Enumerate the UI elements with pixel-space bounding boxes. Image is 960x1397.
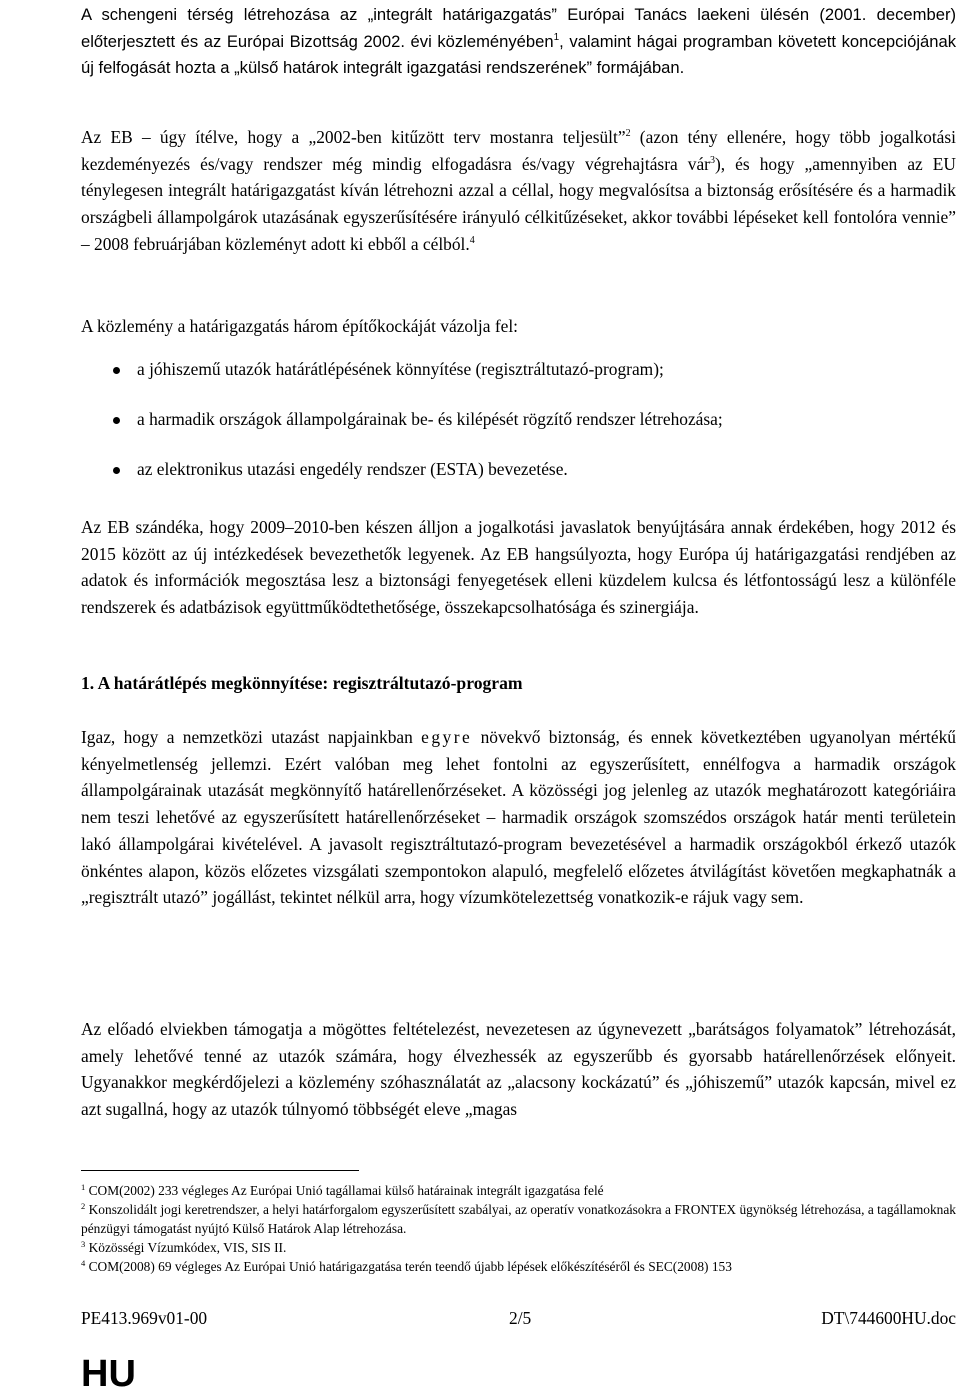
- footnote-number: 3: [81, 1239, 86, 1249]
- list-item-text: a jóhiszemű utazók határátlépésének könnyítése (regisztráltutazó-program);: [137, 359, 664, 379]
- footnote-number: 2: [81, 1201, 86, 1211]
- document-reference: PE413.969v01-00: [81, 1308, 208, 1328]
- footnote-text: COM(2002) 233 végleges Az Európai Unió tagállamai külső határainak integrált igazgatása felé: [88, 1183, 604, 1198]
- footnote: [81, 1200, 956, 1238]
- language-code: HU: [81, 1353, 136, 1395]
- page-number: 2/5: [509, 1308, 532, 1328]
- paragraph-building-blocks: A közlemény a határigazgatás három építőkockáját vázolja fel:: [81, 316, 518, 336]
- paragraph-intro: [81, 2, 956, 82]
- paragraph-travel-security: [81, 724, 956, 911]
- footnote: [81, 1181, 956, 1200]
- paragraph-travel-text-a: Igaz, hogy a nemzetközi utazást napjainkban: [81, 727, 422, 747]
- footnote-ref-1: 1: [553, 31, 560, 43]
- paragraph-intro-text-a: A schengeni térség létrehozása az „integrált határigazgatás” Európai Tanács laekeni ülésén (2001. december) előterjesztett és az Európai Bizottság 2002. évi közleményében: [81, 5, 956, 51]
- bullet-icon: [113, 417, 120, 424]
- section-heading: 1. A határátlépés megkönnyítése: regisztráltutazó-program: [81, 673, 523, 693]
- paragraph-eb-text-b: (azon tény ellenére, hogy több jogalkotási kezdeményezés és/vagy rendszer még mindig elfogadásra és/vagy végrehajtásra vár: [81, 127, 956, 174]
- paragraph-eb-intent: Az EB szándéka, hogy 2009–2010-ben készen álljon a jogalkotási javaslatok benyújtására annak érdekében, hogy 2012 és 2015 között az új intézkedések bevezethetők legyenek. Az EB hangsúlyozta, hogy Európa új határigazgatási rendjében az adatok és információk megosztása lesz a biztonsági fenyegetések elleni küzdelem kulcsa és létfontosságú lesz a különféle rendszerek és adatbázisok együttműködtethetősége, összekapcsolhatósága és szinergiája.: [81, 517, 956, 618]
- footnote-ref-3: 3: [709, 154, 715, 166]
- paragraph-travel-spaced-word: egyre: [421, 727, 473, 747]
- footnotes: [81, 1181, 956, 1276]
- list-item: [81, 356, 956, 406]
- footnote-text: Közösségi Vízumkódex, VIS, SIS II.: [88, 1240, 287, 1255]
- paragraph-eb-text-a: Az EB – úgy ítélve, hogy a „2002-ben kitűzött terv mostanra teljesült”: [81, 127, 626, 147]
- page-footer: [81, 1305, 956, 1331]
- paragraph-rapporteur: Az előadó elviekben támogatja a mögöttes feltételezést, nevezetesen az úgynevezett „barátságos folyamatok” létrehozását, amely lehetővé tenné az utazók számára, hogy élvezhessék az egyszerűbb és gyorsabb határellenőrzések előnyeit. Ugyanakkor megkérdőjelezi a közlemény szóhasználatát az „alacsony kockázatú” és „jóhiszemű” utazók kapcsán, mivel ez azt sugallná, hogy az utazók túlnyomó többségét eleve „magas: [81, 1019, 956, 1120]
- paragraph-eb-assessment: [81, 124, 956, 258]
- list-item: [81, 406, 956, 456]
- footnote-text: COM(2008) 69 végleges Az Európai Unió határigazgatása terén teendő újabb lépések előkészítéséről és SEC(2008) 153: [88, 1259, 732, 1274]
- footnote-ref-2: 2: [625, 128, 631, 139]
- footnote-ref-4: 4: [469, 234, 475, 246]
- paragraph-intro-text-b: , valamint hágai programban követett koncepciójának új felfogását hozta a „külső határok integrált igazgatási rendszerének” formájában.: [81, 31, 956, 78]
- footnote: [81, 1257, 956, 1276]
- paragraph-eb-text-c: ), és hogy „amennyiben az EU ténylegesen integrált határigazgatást kíván létrehozni azzal a céllal, hogy megvalósítsa a biztonság erősítésére és a harmadik országbeli állampolgárok utazásának egyszerűsítésére irányuló célkitűzéseket, akkor további lépéseket kell fontolóra vennie” – 2008 februárjában közleményt adott ki ebből a célból.: [81, 153, 956, 254]
- file-name: DT\744600HU.doc: [821, 1308, 956, 1328]
- bullet-icon: [113, 367, 120, 374]
- bullet-icon: [113, 467, 120, 474]
- list-item: [81, 456, 956, 506]
- footnote-number: 1: [81, 1182, 86, 1192]
- list-item-text: a harmadik országok állampolgárainak be- és kilépését rögzítő rendszer létrehozása;: [137, 409, 723, 429]
- footnote-number: 4: [81, 1258, 86, 1268]
- footnote-text: Konszolidált jogi keretrendszer, a helyi határforgalom egyszerűsített szabályai, az operatív vonatkozásokra a FRONTEX ügynökség létrehozása, a tagállamoknak pénzügyi támogatást nyújtó Külső Határok Alap létrehozása.: [81, 1202, 956, 1236]
- footnote: [81, 1238, 956, 1257]
- list-item-text: az elektronikus utazási engedély rendszer (ESTA) bevezetése.: [137, 459, 568, 479]
- footnote-divider: [81, 1170, 359, 1171]
- paragraph-travel-text-b: növekvő biztonság, és ennek következtében ugyanolyan mértékű kényelmetlenség jellemzi. Ezért valóban meg lehet fontolni az egyszerűsített, ennélfogva a harmadik országok állampolgárainak utazását megkönnyítő határellenőrzéseket. A közösségi jog jelenleg az utazók meghatározott kategóriáira nem teszi lehetővé az egyszerűsített határellenőrzéseket – harmadik országok szomszédos országok határ menti területein lakó állampolgárai kivételével. A javasolt regisztráltutazó-program bevezetésével a harmadik országokból érkező utazók önkéntes alapon, közös előzetes vizsgálati szempontokon alapuló, megfelelő előzetes átvilágítást követően megkaphatnák a „regisztrált utazó” jogállást, tekintet nélkül arra, hogy vízumkötelezettség vonatkozik-e rájuk vagy sem.: [81, 727, 956, 908]
- building-blocks-list: [81, 356, 956, 506]
